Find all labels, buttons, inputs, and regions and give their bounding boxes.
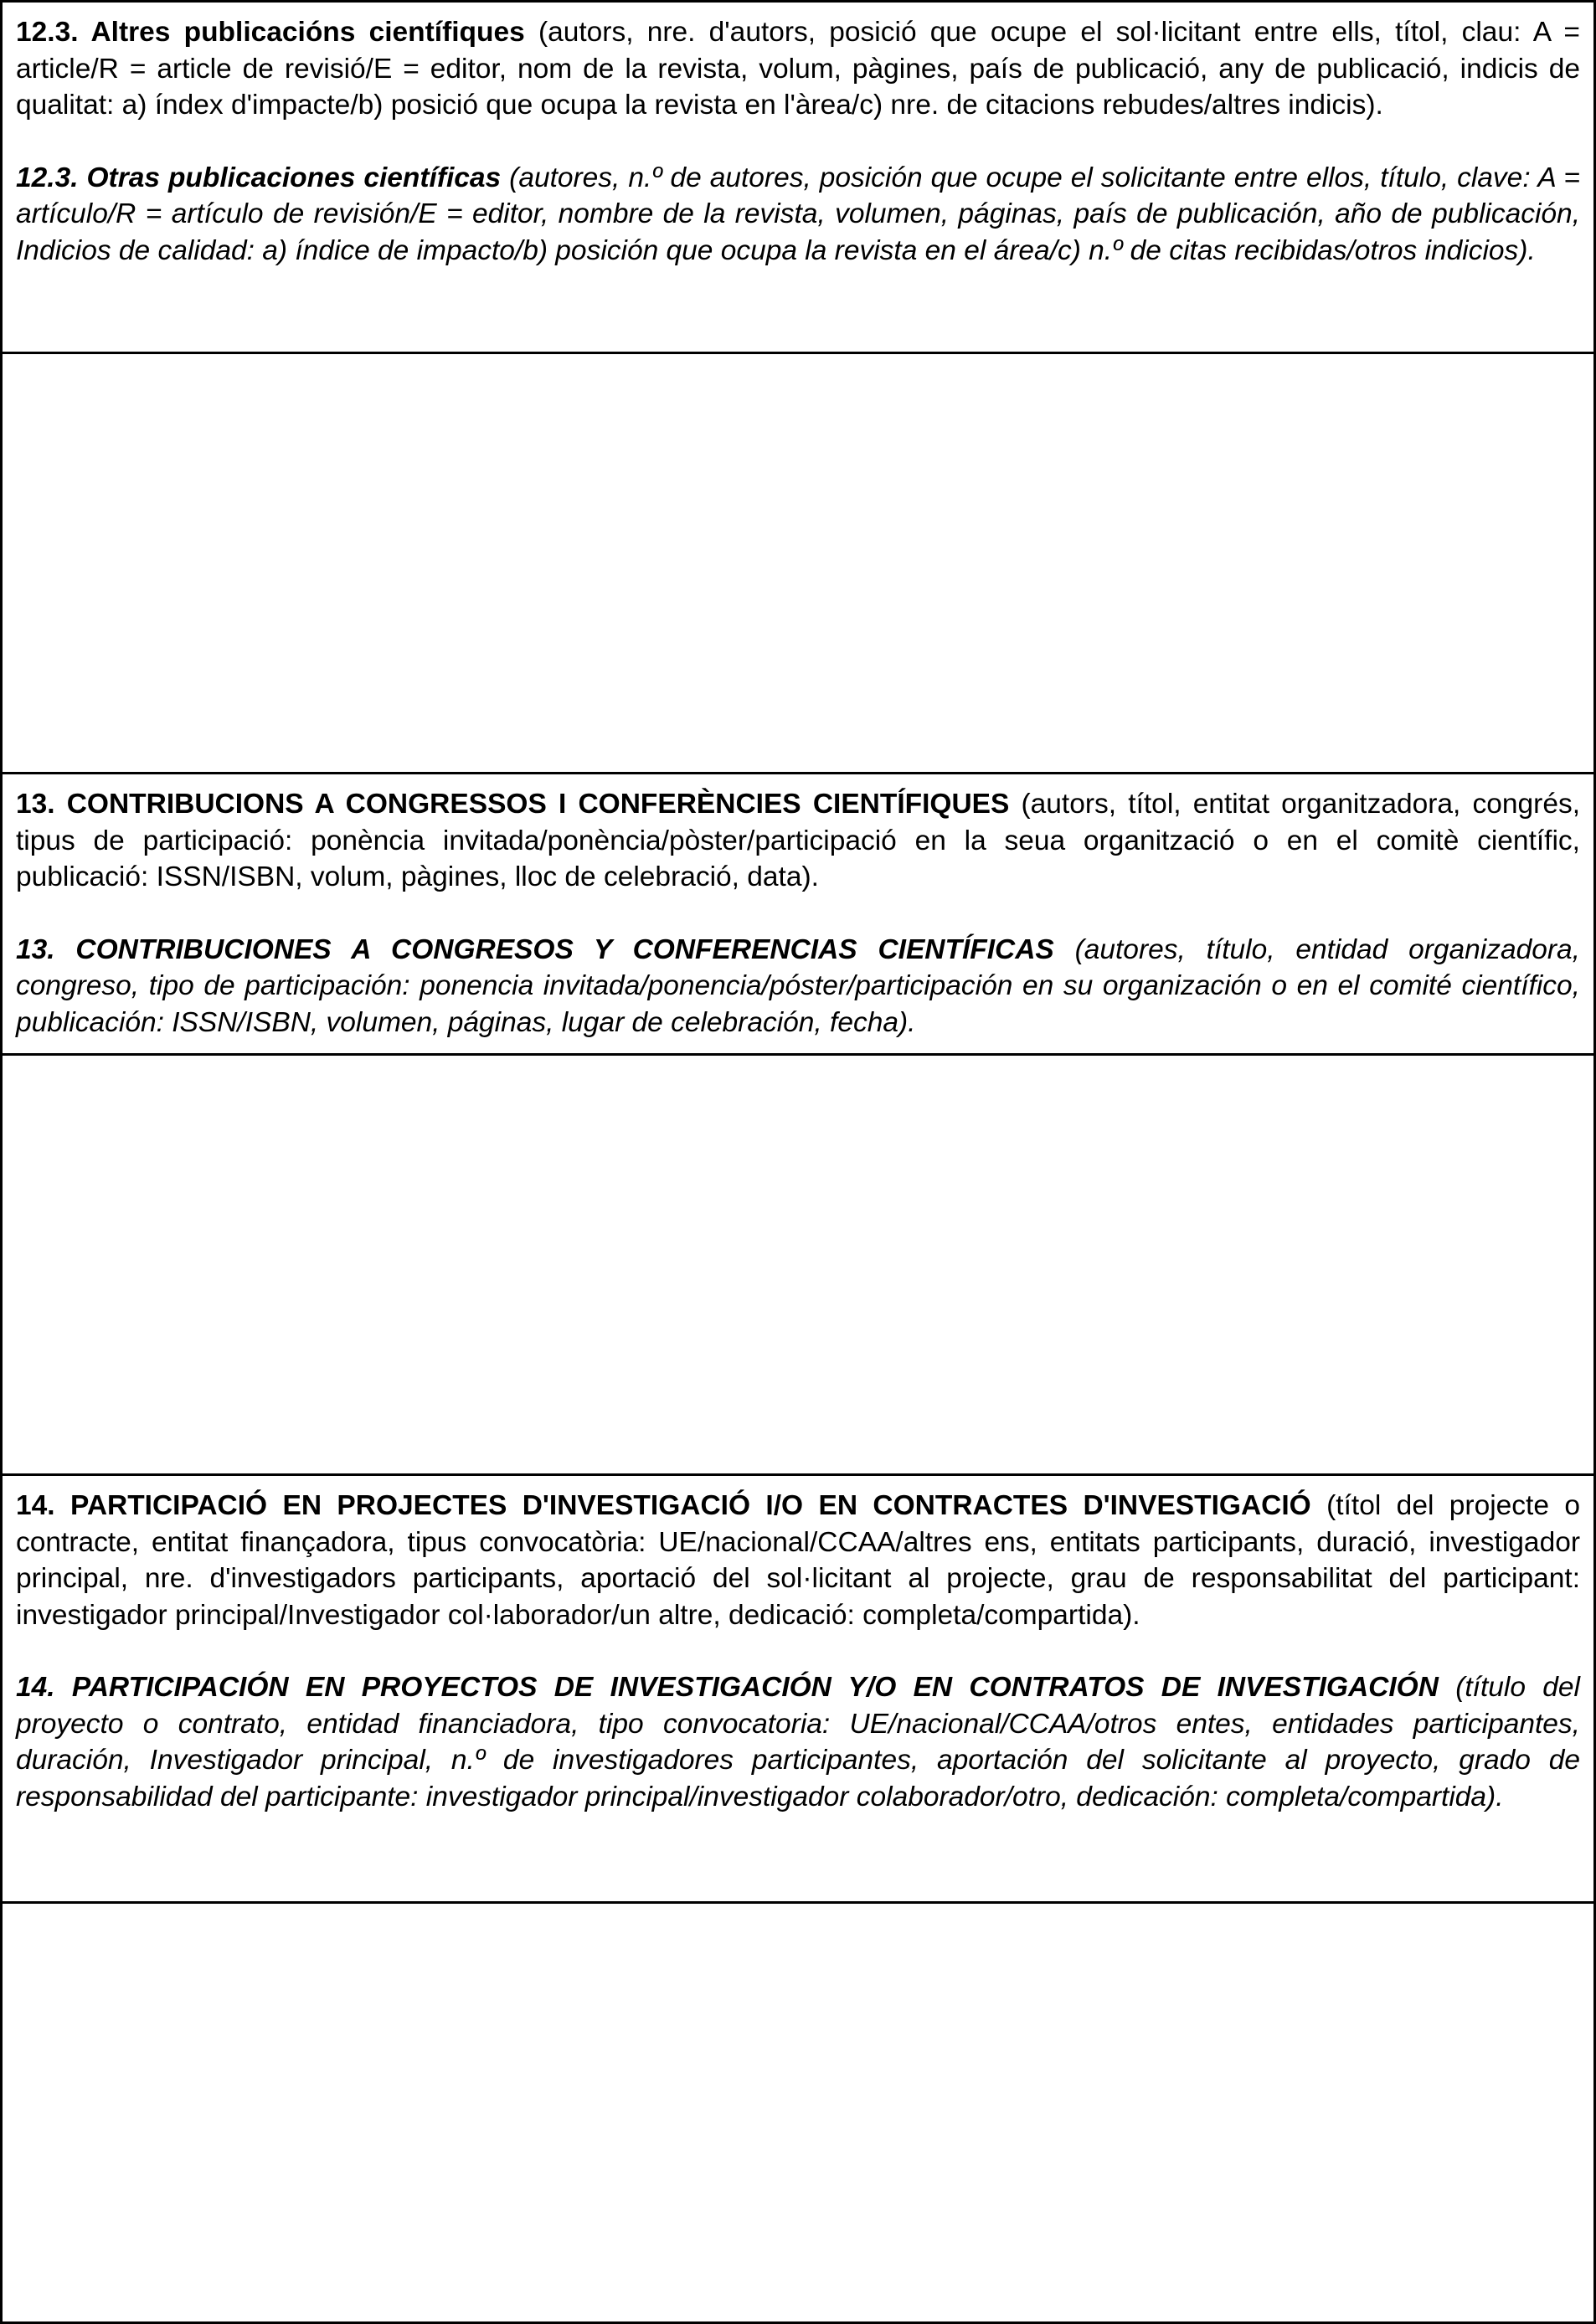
- section-12-3-es-title: 12.3. Otras publicaciones científicas: [16, 162, 502, 193]
- section-13-answer-field[interactable]: [3, 1056, 1593, 1476]
- section-14-es-desc: (título del proyecto o contrato, entidad financiadora, tipo convocatoria: UE/nacional/CCAA/otros entes, entidades participantes, duración, Investigador principal, n.º de investigadores participantes, aportación del solicitante al proyecto, grado de responsabilidad del participante: investigador principal/investigador colaborador/otro, dedicación: completa/compartida).: [16, 1672, 1580, 1812]
- section-14-es-text: [16, 1669, 1580, 1815]
- section-12-3-header: [3, 3, 1593, 354]
- section-12-3-ca-title: 12.3. Altres publicacións científiques: [16, 17, 525, 48]
- section-12-3-ca-text: [16, 14, 1580, 124]
- section-12-3-es-desc: (autores, n.º de autores, posición que ocupe el solicitante entre ellos, título, clave: A = artículo/R = artículo de revisión/E = editor, nombre de la revista, volumen, páginas, país de publicación, año de publicación, Indicios de calidad: a) índice de impacto/b) posición que ocupa la revista en el área/c) n.º de citas recibidas/otros indicios).: [16, 162, 1580, 266]
- section-14-es-title: 14. PARTICIPACIÓN EN PROYECTOS DE INVESTIGACIÓN Y/O EN CONTRATOS DE INVESTIGACIÓN: [16, 1672, 1439, 1703]
- section-14-ca-text: [16, 1488, 1580, 1633]
- section-12-3-ca-desc: (autors, nre. d'autors, posició que ocupe el sol·licitant entre ells, títol, clau: A = article/R = article de revisió/E = editor, nom de la revista, volum, pàgines, país de publicació, any de publicació, indicis de qualitat: a) índex d'impacte/b) posició que ocupa la revista en l'àrea/c) nre. de citacions rebudes/altres indicis).: [16, 17, 1580, 121]
- section-12-3-answer-field[interactable]: [3, 354, 1593, 774]
- section-14-ca-desc: (títol del projecte o contracte, entitat finançadora, tipus convocatòria: UE/nacional/CCAA/altres ens, entitats participants, duració, investigador principal, nre. d'investigadors participants, aportació del sol·licitant al projecte, grau de responsabilitat del participant: investigador principal/Investigador col·laborador/un altre, dedicació: completa/compartida).: [16, 1490, 1581, 1631]
- section-13-ca-text: [16, 786, 1580, 896]
- section-13-es-title: 13. CONTRIBUCIONES A CONGRESOS Y CONFERENCIAS CIENTÍFICAS: [16, 933, 1054, 965]
- section-13-ca-title: 13. CONTRIBUCIONS A CONGRESSOS I CONFERÈNCIES CIENTÍFIQUES: [16, 789, 1010, 820]
- section-14-ca-title: 14. PARTICIPACIÓ EN PROJECTES D'INVESTIGACIÓ I/O EN CONTRACTES D'INVESTIGACIÓ: [16, 1490, 1311, 1521]
- section-13-header: [3, 774, 1593, 1056]
- section-13-es-desc: (autores, título, entidad organizadora, congreso, tipo de participación: ponencia invitada/ponencia/póster/participación en su organización o en el comité científico, publicación: ISSN/ISBN, volumen, páginas, lugar de celebración, fecha).: [16, 933, 1580, 1038]
- section-12-3-es-text: [16, 160, 1580, 270]
- section-13-es-text: [16, 932, 1580, 1041]
- section-13-ca-desc: (autors, títol, entitat organitzadora, congrés, tipus de participació: ponència invitada/ponència/pòster/participació en la seua organització o en el comitè científic, publicació: ISSN/ISBN, volum, pàgines, lloc de celebració, data).: [16, 789, 1581, 892]
- section-14-header: [3, 1476, 1593, 1904]
- section-14-answer-field[interactable]: [3, 1904, 1593, 2321]
